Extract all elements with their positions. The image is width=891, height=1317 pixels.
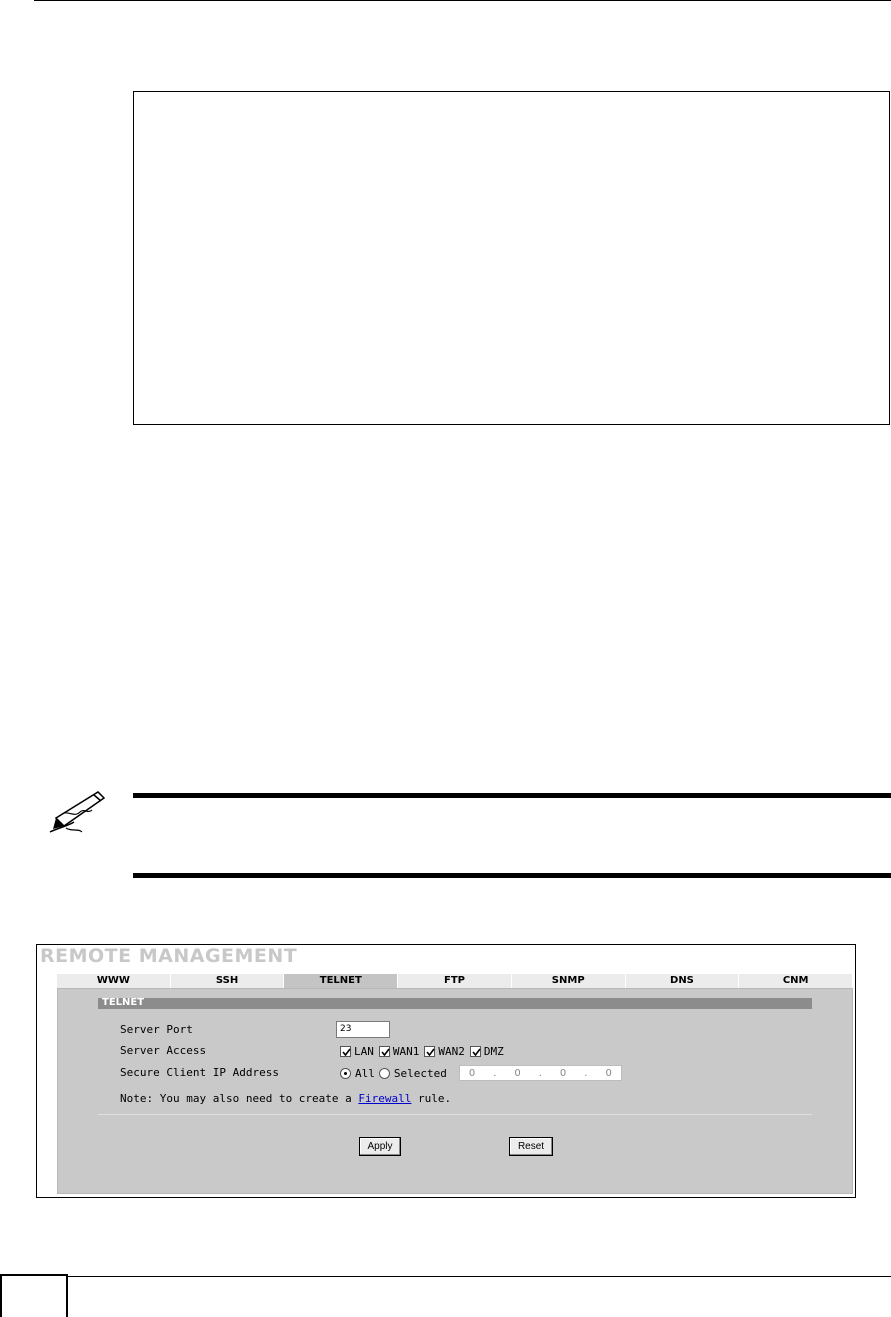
page-number-box bbox=[0, 1274, 68, 1317]
ip-octet-3: 0 bbox=[559, 1067, 567, 1079]
tab-telnet[interactable]: TELNET bbox=[284, 974, 398, 988]
terminal-output-box bbox=[133, 91, 890, 425]
tab-cnm[interactable]: CNM bbox=[739, 974, 853, 988]
tab-dns[interactable]: DNS bbox=[626, 974, 740, 988]
lan-checkbox[interactable] bbox=[340, 1046, 351, 1057]
telnet-panel bbox=[57, 988, 853, 1194]
tab-ssh[interactable]: SSH bbox=[171, 974, 285, 988]
wan2-checkbox[interactable] bbox=[424, 1046, 435, 1057]
tab-www[interactable]: WWW bbox=[57, 974, 171, 988]
server-access-label: Server Access bbox=[120, 1044, 207, 1057]
wan1-label: WAN1 bbox=[392, 1044, 420, 1058]
dmz-label: DMZ bbox=[483, 1044, 504, 1058]
secure-client-ip-options bbox=[340, 1065, 622, 1081]
pencil-note-icon bbox=[44, 788, 110, 838]
ip-octet-4: 0 bbox=[605, 1067, 612, 1079]
tab-snmp[interactable]: SNMP bbox=[512, 974, 626, 988]
note-suffix: rule. bbox=[411, 1092, 452, 1105]
tab-bar bbox=[57, 974, 853, 988]
all-label: All bbox=[355, 1066, 375, 1080]
note-rule-bottom bbox=[133, 873, 891, 878]
all-radio[interactable] bbox=[340, 1068, 351, 1079]
section-title: TELNET bbox=[102, 997, 145, 1008]
firewall-link[interactable]: Firewall bbox=[358, 1092, 412, 1105]
ip-octet-2: 0 bbox=[514, 1067, 521, 1079]
selected-radio[interactable] bbox=[379, 1068, 390, 1079]
server-port-input[interactable]: 23 bbox=[336, 1021, 390, 1038]
footer-rule bbox=[68, 1276, 891, 1277]
remote-management-screen bbox=[36, 944, 856, 1198]
wan1-checkbox[interactable] bbox=[379, 1046, 390, 1057]
section-header bbox=[98, 998, 812, 1009]
ip-address-input[interactable]: 0 . 0 . 0 . 0 bbox=[459, 1065, 622, 1081]
page-title: REMOTE MANAGEMENT bbox=[40, 945, 298, 967]
ip-octet-1: 0 bbox=[468, 1067, 476, 1079]
note-rule-top bbox=[133, 793, 891, 798]
server-access-options bbox=[340, 1044, 506, 1058]
wan2-label: WAN2 bbox=[438, 1044, 465, 1058]
reset-button[interactable]: Reset bbox=[509, 1137, 553, 1156]
secure-client-ip-label: Secure Client IP Address bbox=[120, 1066, 279, 1079]
firewall-note bbox=[120, 1092, 451, 1105]
server-port-label: Server Port bbox=[120, 1023, 193, 1036]
note-prefix: Note: You may also need to create a bbox=[120, 1092, 359, 1105]
tab-ftp[interactable]: FTP bbox=[398, 974, 512, 988]
lan-label: LAN bbox=[354, 1044, 374, 1058]
apply-button[interactable]: Apply bbox=[359, 1137, 401, 1156]
selected-label: Selected bbox=[393, 1066, 447, 1080]
header-rule bbox=[34, 0, 891, 1]
dmz-checkbox[interactable] bbox=[470, 1046, 481, 1057]
form-divider bbox=[98, 1114, 812, 1115]
